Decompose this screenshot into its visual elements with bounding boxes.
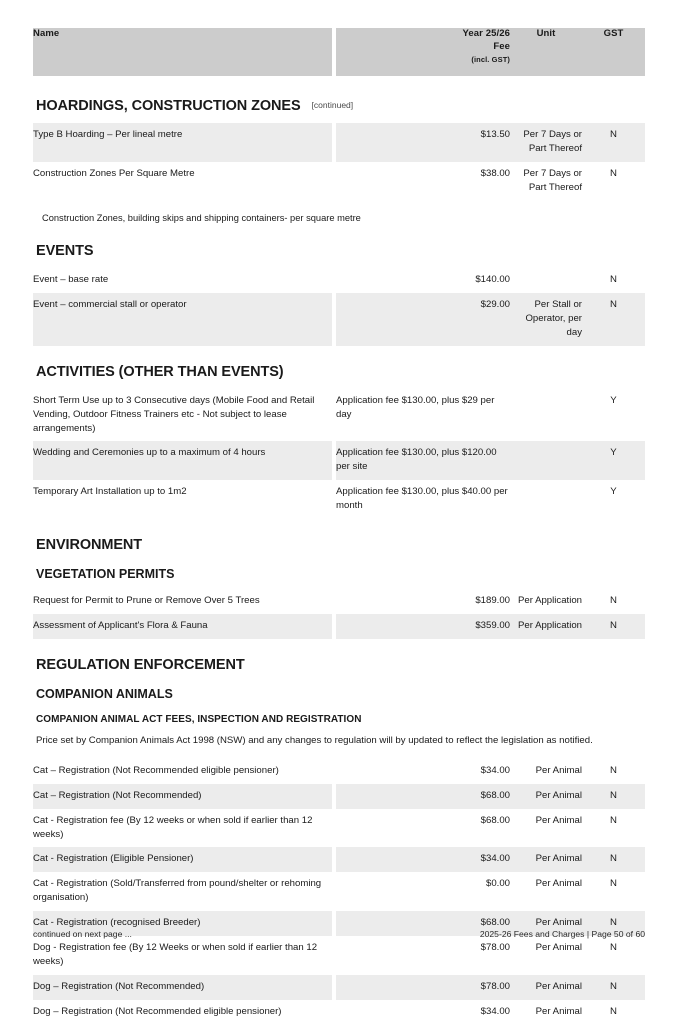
row-unit: Per Animal xyxy=(535,942,582,954)
row-fee: Application fee $130.00, plus $29 per day xyxy=(336,394,495,420)
table-row xyxy=(33,441,645,480)
section-heading-companion-animal-act-fees xyxy=(36,714,645,725)
row-unit: Per Animal xyxy=(510,975,582,1000)
row-unit xyxy=(510,268,582,293)
section-heading-text: COMPANION ANIMALS xyxy=(36,686,173,701)
table-row xyxy=(33,759,645,784)
row-unit: Per Application xyxy=(518,595,582,607)
section-heading-text: EVENTS xyxy=(36,243,94,260)
row-name: Event – base rate xyxy=(33,274,109,286)
column-header-fee xyxy=(336,28,510,76)
row-fee: $0.00 xyxy=(485,878,510,890)
row-unit xyxy=(510,389,582,442)
row-unit: Per Application xyxy=(510,614,582,639)
row-name: Type B Hoarding – Per lineal metre xyxy=(33,123,332,162)
row-gst: N xyxy=(610,167,617,179)
table-row xyxy=(33,614,645,639)
column-header-fee-year: Year 25/26 xyxy=(462,28,510,39)
row-fee: $34.00 xyxy=(336,847,510,872)
row-fee: $34.00 xyxy=(480,764,510,776)
row-gst: N xyxy=(610,764,617,776)
row-name: Dog – Registration (Not Recommended) xyxy=(33,975,332,1000)
section-footnote-hoardings: Construction Zones, building skips and shipping containers- per square metre xyxy=(42,212,361,223)
row-gst: N xyxy=(610,814,617,826)
row-unit xyxy=(510,480,582,519)
row-gst: N xyxy=(582,784,645,809)
section-heading-text: REGULATION ENFORCEMENT xyxy=(36,656,245,673)
row-gst: N xyxy=(610,878,617,890)
section-heading-activities xyxy=(36,364,645,380)
row-name: Cat - Registration (Sold/Transferred from pound/shelter or rehoming organisation) xyxy=(33,878,322,904)
section-hoardings xyxy=(33,98,645,225)
table-header xyxy=(33,28,645,76)
row-fee: $359.00 xyxy=(336,614,510,639)
table-row xyxy=(33,123,645,162)
table-row xyxy=(33,872,645,911)
row-name: Event – commercial stall or operator xyxy=(33,293,332,346)
row-fee: $68.00 xyxy=(480,814,510,826)
row-gst: N xyxy=(582,614,645,639)
row-fee: $78.00 xyxy=(336,975,510,1000)
table-row xyxy=(33,293,645,346)
section-heading-regulation-enforcement xyxy=(36,657,645,673)
row-gst: N xyxy=(610,942,617,954)
page-footer xyxy=(33,929,645,939)
section-companion-animal-act-fees xyxy=(33,714,645,1025)
table-row xyxy=(33,268,645,293)
table-row xyxy=(33,936,645,975)
section-regulation-enforcement xyxy=(33,657,645,673)
table-row xyxy=(33,389,645,442)
fee-table-events xyxy=(33,268,645,346)
row-unit: Per Animal xyxy=(510,911,582,936)
row-unit: Per Animal xyxy=(535,1005,582,1017)
row-gst: Y xyxy=(610,486,617,498)
row-name: Short Term Use up to 3 Consecutive days (Mobile Food and Retail Vending, Outdoor Fitness Trainers etc - Not subject to lease arrangements) xyxy=(33,394,315,434)
section-heading-events xyxy=(36,243,645,259)
section-events xyxy=(33,243,645,346)
row-name: Dog – Registration (Not Recommended eligible pensioner) xyxy=(33,1005,282,1017)
row-gst: N xyxy=(582,975,645,1000)
table-row xyxy=(33,809,645,848)
table-row xyxy=(33,975,645,1000)
row-fee: $29.00 xyxy=(336,293,510,346)
row-fee: $13.50 xyxy=(336,123,510,162)
row-gst: N xyxy=(610,1005,617,1017)
row-unit: Per Animal xyxy=(535,764,582,776)
column-header-fee-label: Fee xyxy=(493,40,510,52)
fee-table-activities xyxy=(33,389,645,519)
table-row xyxy=(33,784,645,809)
row-gst: Y xyxy=(610,394,617,406)
fee-table-hoardings xyxy=(33,123,645,201)
row-name: Cat - Registration (Eligible Pensioner) xyxy=(33,847,332,872)
table-row xyxy=(33,847,645,872)
table-row xyxy=(33,480,645,519)
fee-table-vegetation-permits xyxy=(33,589,645,639)
section-heading-text: COMPANION ANIMAL ACT FEES, INSPECTION AND REGISTRATION xyxy=(36,713,362,725)
column-header-name: Name xyxy=(33,28,332,76)
row-name: Cat - Registration (recognised Breeder) xyxy=(33,911,332,936)
row-name: Construction Zones Per Square Metre xyxy=(33,167,195,179)
row-gst: N xyxy=(582,911,645,936)
row-fee: $140.00 xyxy=(475,274,510,286)
footer-continued-text: continued on next page ... xyxy=(33,929,132,939)
row-unit: Per 7 Days or Part Thereof xyxy=(523,167,582,193)
row-gst: N xyxy=(582,123,645,162)
table-row xyxy=(33,589,645,614)
row-name: Assessment of Applicant's Flora & Fauna xyxy=(33,614,332,639)
row-fee: $189.00 xyxy=(475,595,510,607)
column-header-fee-incl: (incl. GST) xyxy=(471,54,510,64)
section-heading-companion-animals xyxy=(36,687,645,701)
section-vegetation-permits xyxy=(33,567,645,639)
row-gst: Y xyxy=(582,441,645,480)
column-header-unit: Unit xyxy=(510,28,582,76)
section-heading-environment xyxy=(36,537,645,553)
section-environment xyxy=(33,537,645,553)
footer-page-label: 2025-26 Fees and Charges | Page 50 of 60 xyxy=(479,929,645,939)
row-unit: Per Animal xyxy=(535,878,582,890)
row-fee: $68.00 xyxy=(336,911,510,936)
section-heading-text: ENVIRONMENT xyxy=(36,537,143,554)
column-header-gst: GST xyxy=(582,28,645,76)
row-fee: $38.00 xyxy=(480,167,510,179)
sections-container xyxy=(33,98,645,1025)
section-heading-text: ACTIVITIES (OTHER THAN EVENTS) xyxy=(36,363,284,380)
section-heading-vegetation-permits xyxy=(36,567,645,581)
row-unit: Per Animal xyxy=(535,814,582,826)
row-name: Request for Permit to Prune or Remove Over 5 Trees xyxy=(33,595,260,607)
row-gst: N xyxy=(582,293,645,346)
row-unit xyxy=(510,441,582,480)
table-row xyxy=(33,162,645,201)
row-name: Cat – Registration (Not Recommended eligible pensioner) xyxy=(33,764,279,776)
row-unit: Per Stall or Operator, per day xyxy=(510,293,582,346)
table-header-row xyxy=(33,28,645,76)
section-heading-hoardings xyxy=(36,98,645,114)
row-unit: Per Animal xyxy=(510,847,582,872)
row-unit: Per Animal xyxy=(510,784,582,809)
row-gst: N xyxy=(582,847,645,872)
section-companion-animals xyxy=(33,687,645,701)
section-continued-marker: [continued] xyxy=(311,100,354,110)
row-name: Wedding and Ceremonies up to a maximum of 4 hours xyxy=(33,441,332,480)
section-heading-text: HOARDINGS, CONSTRUCTION ZONES xyxy=(36,98,301,114)
section-activities xyxy=(33,364,645,519)
row-gst: N xyxy=(610,595,617,607)
row-name: Temporary Art Installation up to 1m2 xyxy=(33,486,187,498)
row-fee: Application fee $130.00, plus $120.00 per site xyxy=(336,441,510,480)
section-note-companion-animal-act-fees: Price set by Companion Animals Act 1998 (NSW) and any changes to regulation will by updated to reflect the legislation as notified. xyxy=(36,734,593,746)
row-name: Cat – Registration (Not Recommended) xyxy=(33,784,332,809)
row-fee: $78.00 xyxy=(480,942,510,954)
section-heading-text: VEGETATION PERMITS xyxy=(36,567,175,582)
fee-table-companion-animal-act-fees xyxy=(33,759,645,1025)
table-row xyxy=(33,1000,645,1025)
row-name: Cat - Registration fee (By 12 weeks or when sold if earlier than 12 weeks) xyxy=(33,814,313,840)
row-name: Dog - Registration fee (By 12 Weeks or when sold if earlier than 12 weeks) xyxy=(33,942,318,967)
row-fee: $68.00 xyxy=(336,784,510,809)
row-fee: $34.00 xyxy=(480,1005,510,1017)
row-fee: Application fee $130.00, plus $40.00 per month xyxy=(336,486,508,512)
row-unit: Per 7 Days or Part Thereof xyxy=(510,123,582,162)
row-gst: N xyxy=(610,274,617,286)
